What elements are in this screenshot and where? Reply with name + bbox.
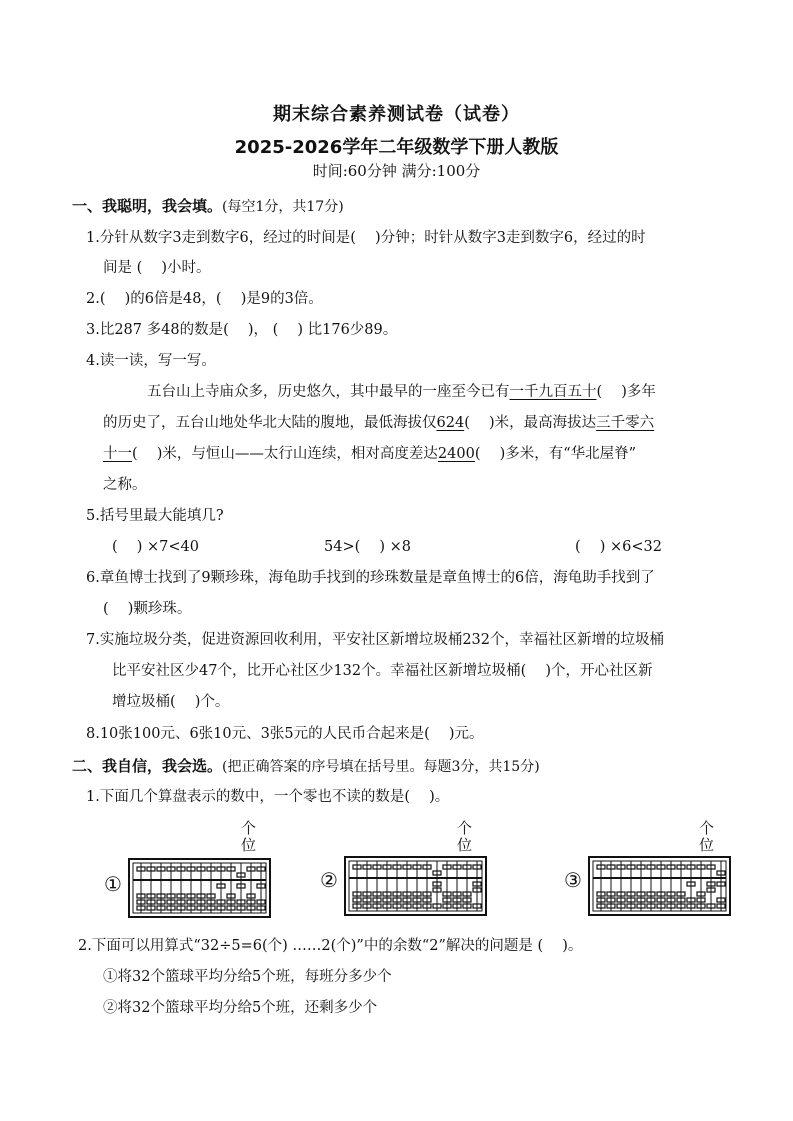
abacus-3: [564, 820, 734, 920]
question-4-passage-line-2: [103, 413, 654, 433]
ones-label-top: 个: [241, 819, 257, 837]
question-7-line-2: 比平安社区少47个，比开心社区少132个。幸福社区新增垃圾桶( )个，开心社区新: [112, 663, 653, 679]
exam-meta: 时间:60分钟 满分:100分: [312, 162, 481, 180]
abacus-2: [320, 820, 490, 920]
section2-heading: 二、我自信，我会选。: [72, 757, 223, 775]
section2-question-2-option-2: ②将32个篮球平均分给5个班，还剩多少个: [103, 1000, 378, 1016]
ones-label-bottom: 位: [699, 836, 715, 854]
question-1-line-2: 间是 ( )小时。: [103, 260, 211, 276]
abacus-1: [104, 820, 274, 920]
section1-header: [72, 196, 344, 217]
abacus-frame: [344, 856, 487, 916]
abacus-label: ③: [564, 868, 582, 892]
question-4-passage-line-1: [147, 382, 656, 402]
passage-underlined-number: 624: [436, 415, 465, 431]
question-2: 2.( )的6倍是48，( )是9的3倍。: [86, 291, 323, 307]
question-8: 8.10张100元、6张10元、3张5元的人民币合起来是( )元。: [86, 726, 484, 742]
question-5-item-a: ( ) ×7<40: [112, 539, 200, 555]
section2-question-2: 2.下面可以用算式“32÷5=6(个) ……2(个)”中的余数“2”解决的问题是 ( )。: [78, 938, 583, 954]
passage-text: ( )米，最高海拔达: [464, 415, 597, 431]
abacus-label: ①: [104, 872, 122, 896]
passage-underlined-number: 十一: [103, 446, 132, 462]
exam-subtitle: 2025-2026学年二年级数学下册人教版: [234, 137, 559, 158]
abacus-frame: [128, 858, 271, 918]
section1-note: (每空1分，共17分): [222, 199, 344, 215]
passage-text: ( )多米，有“华北屋脊”: [474, 446, 637, 462]
exam-title: 期末综合素养测试卷（试卷）: [273, 104, 520, 125]
question-6-line-2: ( )颗珍珠。: [103, 601, 192, 617]
question-3: 3.比287 多48的数是( )， ( ) 比176少89。: [86, 322, 398, 338]
abacus-label: ②: [320, 868, 338, 892]
section2-question-1: 1.下面几个算盘表示的数中，一个零也不读的数是( )。: [86, 789, 450, 805]
passage-underlined-number: 2400: [437, 446, 475, 462]
abacus-frame: [588, 856, 731, 916]
passage-text: 五台山上寺庙众多，历史悠久，其中最早的一座至今已有: [147, 384, 510, 400]
question-6-line-1: 6.章鱼博士找到了9颗珍珠，海龟助手找到的珍珠数量是章鱼博士的6倍，海龟助手找到了: [86, 570, 655, 586]
ones-label-top: 个: [457, 819, 473, 837]
question-4-passage-line-4: 之称。: [103, 477, 147, 493]
question-5-item-b: 54>( ) ×8: [324, 539, 412, 555]
passage-text: 的历史了，五台山地处华北大陆的腹地，最低海拔仅: [103, 415, 437, 431]
passage-text: ( )米，与恒山——太行山连续，相对高度差达: [132, 446, 438, 462]
section2-header: [72, 756, 540, 777]
question-7-line-1: 7.实施垃圾分类，促进资源回收利用，平安社区新增垃圾桶232个，幸福社区新增的垃圾桶: [86, 632, 665, 648]
question-4: 4.读一读，写一写。: [86, 353, 216, 369]
question-5-item-c: ( ) ×6<32: [575, 539, 663, 555]
ones-place-label: [699, 820, 714, 854]
section1-heading: 一、我聪明，我会填。: [72, 197, 223, 215]
ones-label-top: 个: [699, 819, 715, 837]
question-1-line-1: 1.分针从数字3走到数字6，经过的时间是( )分钟；时针从数字3走到数字6，经过的时: [86, 230, 646, 246]
passage-underlined-number: 三千零六: [596, 415, 655, 431]
question-4-passage-line-3: [103, 444, 636, 464]
ones-label-bottom: 位: [241, 836, 257, 854]
passage-text: ( )多年: [596, 384, 656, 400]
ones-place-label: [457, 820, 472, 854]
ones-place-label: [241, 820, 256, 854]
section2-note: (把正确答案的序号填在括号里。每题3分，共15分): [222, 759, 540, 775]
passage-underlined-number: 一千九百五十: [509, 384, 597, 400]
question-7-line-3: 增垃圾桶( )个。: [112, 694, 230, 710]
section2-question-2-option-1: ①将32个篮球平均分给5个班，每班分多少个: [103, 969, 392, 985]
question-5: 5.括号里最大能填几?: [86, 508, 224, 524]
ones-label-bottom: 位: [457, 836, 473, 854]
